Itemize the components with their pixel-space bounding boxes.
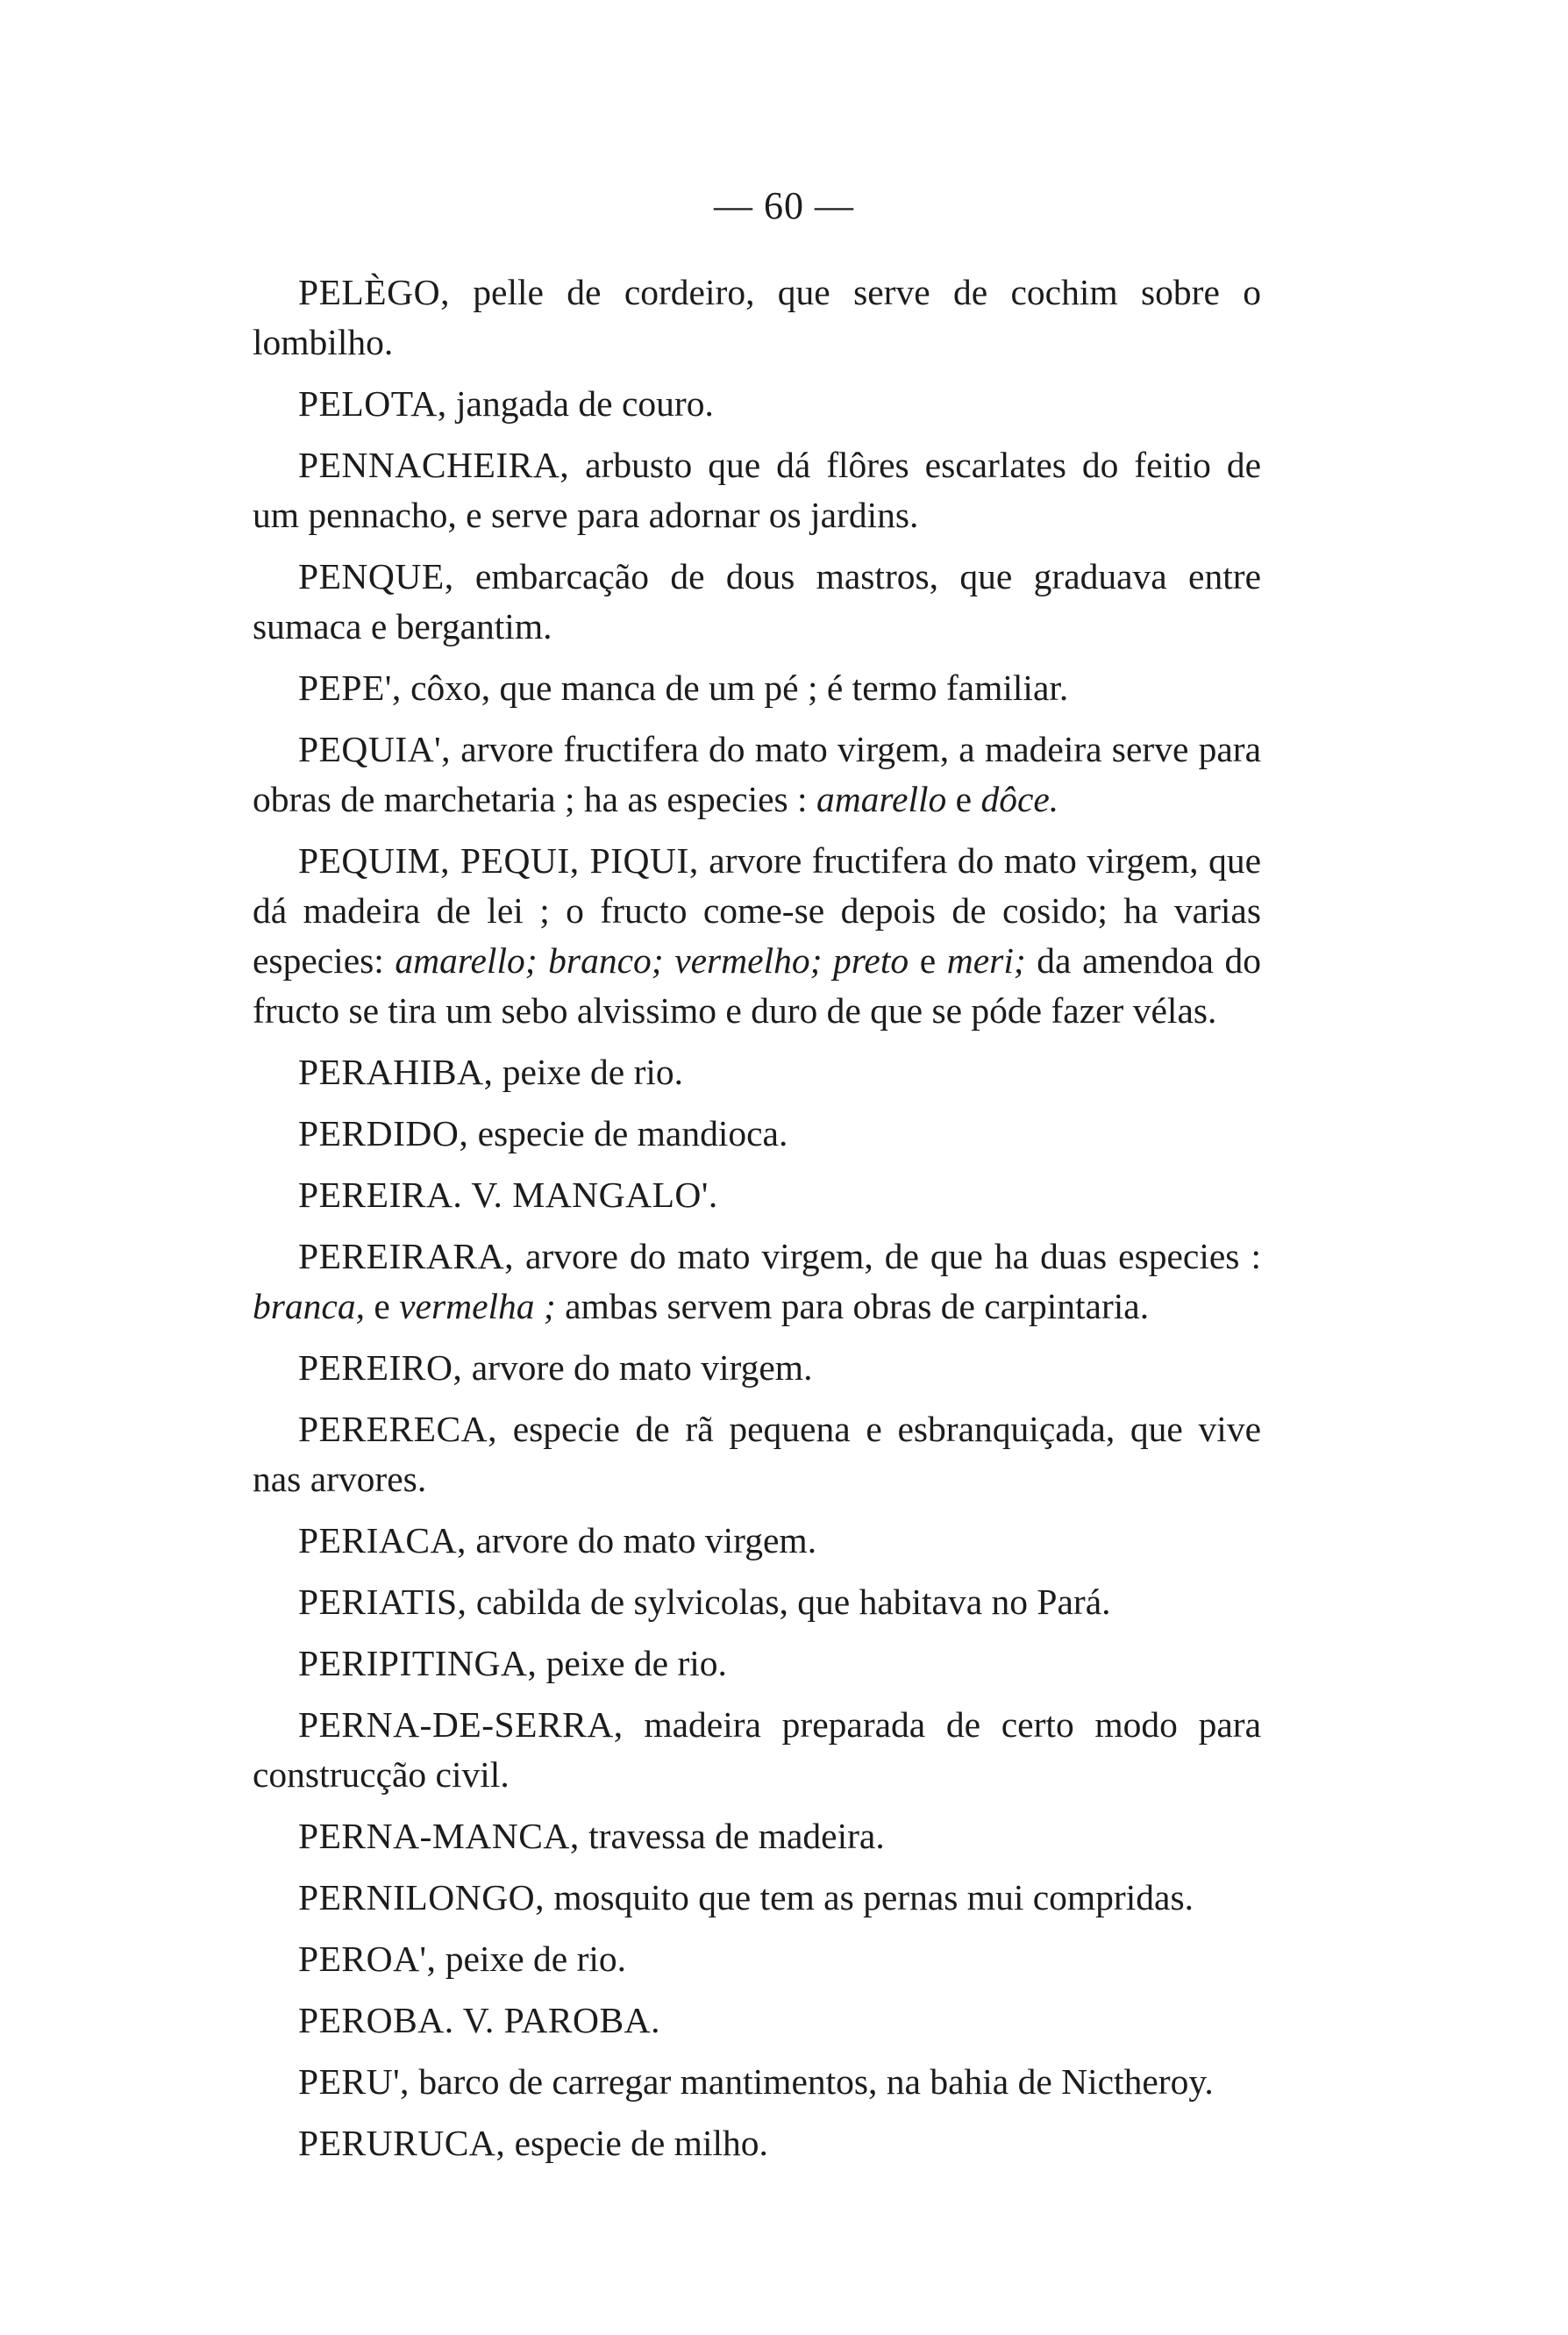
entry-definition: barco de carregar mantimentos, na bahia de Nictheroy. [409, 2061, 1214, 2102]
entry-definition: mosquito que tem as pernas mui compridas. [545, 1877, 1194, 1917]
entry-definition: peixe de rio. [436, 1939, 627, 1979]
entry-italic-text: branca, [253, 1286, 365, 1326]
dictionary-entry [253, 1047, 1261, 1097]
dictionary-entry [253, 1516, 1261, 1566]
dictionary-entry [253, 440, 1261, 540]
dictionary-entry [253, 1170, 1261, 1220]
entry-definition: côxo, que manca de um pé ; é termo familiar. [401, 668, 1069, 708]
dictionary-entry [253, 1404, 1261, 1504]
dictionary-entry [253, 836, 1261, 1036]
entry-definition: cabilda de sylvicolas, que habitava no Pará. [467, 1582, 1111, 1622]
entry-definition: e [364, 1286, 400, 1326]
entry-definition: pelle de cordeiro, que serve de cochim sobre o lombilho. [253, 272, 1261, 362]
page-number: — 60 — [714, 184, 854, 227]
entry-definition: arbusto que dá flôres escarlates do feitio de um pennacho, e serve para adornar os jardins. [253, 445, 1261, 535]
entry-definition: jangada de couro. [446, 383, 714, 424]
entry-headword: PENNACHEIRA, [298, 445, 570, 485]
dictionary-entry [253, 1934, 1261, 1984]
entry-definition: embarcação de dous mastros, que graduava entre sumaca e bergantim. [253, 556, 1261, 646]
dictionary-entry [253, 268, 1261, 368]
entry-headword: PERU', [298, 2061, 410, 2102]
entry-definition: da amendoa do fructo se tira um sebo alvissimo e duro de que se póde fazer vélas. [253, 940, 1262, 1031]
entry-definition: peixe de rio. [537, 1643, 727, 1683]
entry-headword: PENQUE, [298, 556, 454, 596]
entry-definition: madeira preparada de certo modo para construcção civil. [253, 1704, 1261, 1795]
dictionary-entry [253, 1343, 1261, 1393]
entry-definition: e [909, 940, 947, 981]
entry-headword: PEROBA. V. PAROBA. [298, 2000, 661, 2040]
entry-definition: especie de mandioca. [468, 1113, 788, 1153]
entry-italic-text: amarello [816, 779, 947, 819]
entry-definition: especie de milho. [505, 2123, 768, 2163]
entry-headword: PEQUIA', [298, 729, 452, 769]
entry-headword: PEPE', [298, 668, 402, 708]
dictionary-entry [253, 1996, 1261, 2046]
dictionary-entries [253, 268, 1261, 2180]
entry-headword: PEROA', [298, 1939, 437, 1979]
dictionary-entry [253, 663, 1261, 713]
entry-headword: PERIACA, [298, 1520, 467, 1560]
entry-italic-text: vermelha ; [399, 1286, 556, 1326]
entry-headword: PERAHIBA, [298, 1052, 494, 1092]
dictionary-entry [253, 1811, 1261, 1861]
dictionary-entry [253, 1232, 1261, 1332]
entry-italic-text: dôce. [980, 779, 1059, 819]
entry-italic-text: amarello; branco; vermelho; preto [395, 940, 909, 981]
dictionary-entry [253, 1109, 1261, 1159]
entry-headword: PERERECA, [298, 1409, 498, 1449]
dictionary-entry [253, 1577, 1261, 1627]
entry-definition: arvore do mato virgem, de que ha duas especies : [513, 1236, 1261, 1276]
dictionary-entry [253, 379, 1261, 429]
entry-headword: PEQUIM, PEQUI, PIQUI, [298, 840, 699, 881]
entry-headword: PELÈGO, [298, 272, 450, 312]
entry-definition: arvore fructifera do mato virgem, a madeira serve para obras de marchetaria ; ha as especies : [253, 729, 1261, 819]
entry-headword: PERNA-DE-SERRA, [298, 1704, 624, 1745]
entry-headword: PERDIDO, [298, 1113, 469, 1153]
dictionary-entry [253, 2118, 1261, 2168]
entry-definition: travessa de madeira. [579, 1816, 885, 1856]
entry-definition: e [946, 779, 981, 819]
entry-headword: PERURUCA, [298, 2123, 506, 2163]
entry-definition: ambas servem para obras de carpintaria. [555, 1286, 1150, 1326]
entry-headword: PEREIRARA, [298, 1236, 514, 1276]
entry-definition: arvore do mato virgem. [462, 1347, 813, 1388]
entry-definition: arvore do mato virgem. [466, 1520, 817, 1560]
dictionary-entry [253, 552, 1261, 652]
entry-definition: especie de rã pequena e esbranquiçada, que vive nas arvores. [253, 1409, 1261, 1499]
entry-definition: peixe de rio. [493, 1052, 684, 1092]
dictionary-entry [253, 1700, 1261, 1800]
dictionary-entry [253, 1639, 1261, 1689]
entry-definition: arvore fructifera do mato virgem, que dá madeira de lei ; o fructo come-se depois de cosido; ha varias especies: [253, 840, 1261, 981]
entry-headword: PERIPITINGA, [298, 1643, 538, 1683]
entry-headword: PELOTA, [298, 383, 447, 424]
entry-headword: PERIATIS, [298, 1582, 467, 1622]
entry-headword: PEREIRO, [298, 1347, 463, 1388]
entry-italic-text: meri; [946, 940, 1026, 981]
entry-headword: PERNA-MANCA, [298, 1816, 580, 1856]
dictionary-entry [253, 725, 1261, 825]
dictionary-entry [253, 2057, 1261, 2107]
entry-headword: PERNILONGO, [298, 1877, 545, 1917]
dictionary-entry [253, 1873, 1261, 1923]
entry-headword: PEREIRA. V. MANGALO'. [298, 1175, 718, 1215]
